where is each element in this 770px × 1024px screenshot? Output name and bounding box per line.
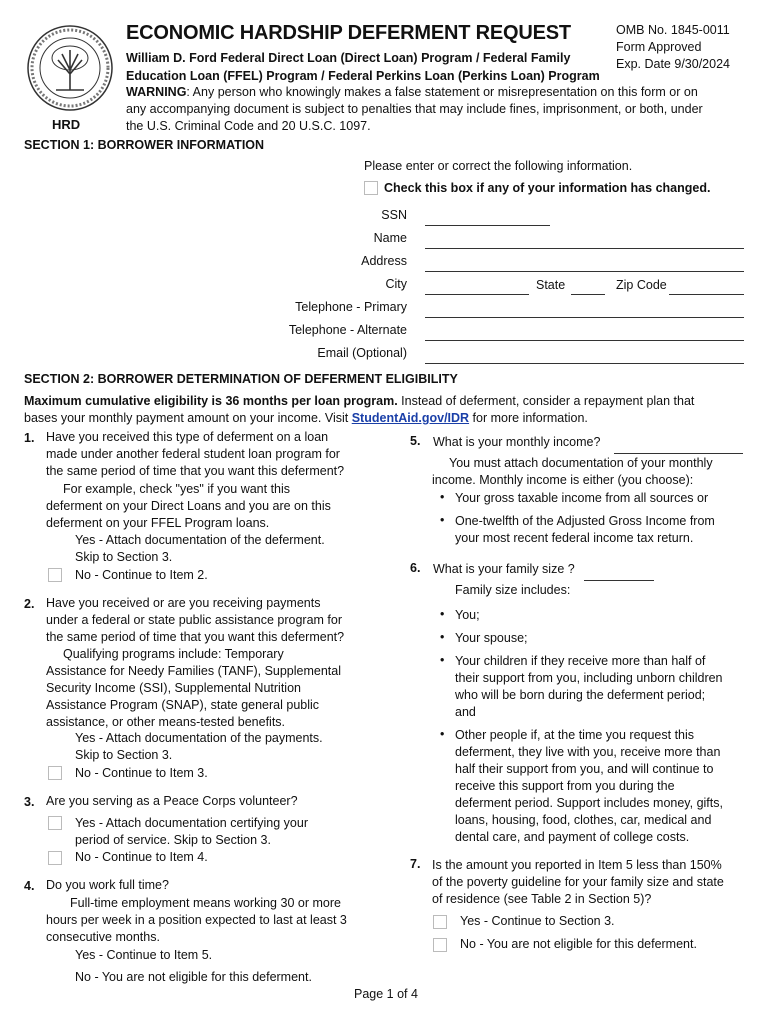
q2-line: Have you received or are you receiving payments: [46, 596, 321, 610]
q5-attach-line: income. Monthly income is either (you choose):: [432, 473, 694, 487]
q1-line: made under another federal student loan program for: [46, 447, 340, 461]
q6-b4-line: loans, housing, food, clothes, car, medical and: [455, 813, 712, 827]
family-size-field[interactable]: [584, 580, 654, 581]
q2-program-line: Security Income (SSI), Supplemental Nutrition: [46, 681, 301, 695]
q1-line: Have you received this type of deferment on a loan: [46, 430, 329, 444]
department-of-education-seal-icon: [26, 24, 114, 112]
section2-intro: [24, 393, 754, 427]
q5-question: What is your monthly income?: [433, 435, 601, 449]
phone-alternate-field[interactable]: [425, 340, 744, 341]
name-label: Name: [373, 231, 407, 245]
q3-yes-line: period of service. Skip to Section 3.: [75, 833, 271, 847]
warning-line-2: any accompanying document is subject to penalties that may include fines, imprisonment, or both, under: [126, 102, 703, 116]
q6-b3-line: Your children if they receive more than half of: [455, 654, 706, 668]
q4-no-label: No - You are not eligible for this deferment.: [75, 970, 312, 984]
q1-no-checkbox[interactable]: [48, 568, 62, 582]
warning-line-3: the U.S. Criminal Code and 20 U.S.C. 1097.: [126, 119, 371, 133]
q3-no-label: No - Continue to Item 4.: [75, 850, 208, 864]
exp-date: Exp. Date 9/30/2024: [616, 57, 730, 71]
q2-line: the same period of time that you want this deferment?: [46, 630, 345, 644]
q3-yes-checkbox[interactable]: [48, 816, 62, 830]
bullet-icon: •: [440, 607, 445, 621]
form-approved: Form Approved: [616, 40, 702, 54]
q5-b2-line: your most recent federal income tax return.: [455, 531, 694, 545]
address-field[interactable]: [425, 271, 744, 272]
zip-label: Zip Code: [616, 278, 667, 292]
q4-def-line: consecutive months.: [46, 930, 160, 944]
q2-program-line: Qualifying programs include: Temporary: [63, 647, 284, 661]
bullet-icon: •: [440, 727, 445, 741]
q7-no-checkbox[interactable]: [433, 938, 447, 952]
q5-bullet-2: [455, 513, 715, 547]
q6-bullet-3: [455, 653, 723, 721]
subtitle-line-1: William D. Ford Federal Direct Loan (Direct Loan) Program / Federal Family: [126, 51, 571, 65]
q1-yes-line: Skip to Section 3.: [75, 550, 173, 564]
q2-no-label: No - Continue to Item 3.: [75, 766, 208, 780]
q5-number: 5.: [410, 434, 421, 448]
ssn-field[interactable]: [425, 225, 550, 226]
idr-link[interactable]: StudentAid.gov/IDR: [351, 411, 470, 425]
bullet-icon: •: [440, 490, 445, 504]
q4-question: Do you work full time?: [46, 878, 169, 892]
subtitle-line-2: Education Loan (FFEL) Program / Federal Perkins Loan (Perkins Loan) Program: [126, 69, 600, 83]
q6-b3-line: and: [455, 705, 476, 719]
section1-heading: SECTION 1: BORROWER INFORMATION: [24, 138, 265, 152]
q4-definition: [46, 895, 347, 946]
q2-programs: [46, 646, 341, 731]
q2-line: under a federal or state public assistance program for: [46, 613, 342, 627]
q1-example: [46, 481, 331, 532]
q7-line: Is the amount you reported in Item 5 less than 150%: [432, 858, 722, 872]
q5-bullet-1: Your gross taxable income from all sources or: [455, 491, 709, 505]
q2-yes-option: [75, 730, 323, 764]
form-title: ECONOMIC HARDSHIP DEFERMENT REQUEST: [126, 22, 571, 44]
city-label: City: [385, 277, 407, 291]
q5-attach-line: You must attach documentation of your monthly: [449, 456, 713, 470]
zip-field[interactable]: [669, 294, 744, 295]
q1-example-line: For example, check "yes" if you want this: [63, 482, 291, 496]
intro-bold: Maximum cumulative eligibility is 36 months per loan program.: [24, 394, 398, 408]
q1-example-line: deferment on your FFEL Program loans.: [46, 516, 270, 530]
q2-program-line: assistance, or other means-tested benefits.: [46, 715, 286, 729]
bullet-icon: •: [440, 630, 445, 644]
q6-bullet-4: [455, 727, 723, 846]
q3-yes-option: [75, 815, 308, 849]
q4-number: 4.: [24, 879, 35, 893]
q7-question: [432, 857, 724, 908]
state-label: State: [536, 278, 566, 292]
q1-number: 1.: [24, 431, 35, 445]
q1-yes-line: Yes - Attach documentation of the deferment.: [75, 533, 325, 547]
q3-question: Are you serving as a Peace Corps volunteer?: [46, 794, 298, 808]
phone-alternate-label: Telephone - Alternate: [288, 323, 407, 337]
q6-b4-line: deferment, they live with you, receive more than: [455, 745, 721, 759]
q1-question: [46, 429, 344, 480]
state-field[interactable]: [571, 294, 605, 295]
page-number: Page 1 of 4: [354, 987, 418, 1001]
q4-yes-label: Yes - Continue to Item 5.: [75, 948, 213, 962]
q2-yes-line: Skip to Section 3.: [75, 748, 173, 762]
q2-number: 2.: [24, 597, 35, 611]
q2-yes-line: Yes - Attach documentation of the payments.: [75, 731, 323, 745]
q7-line: of the poverty guideline for your family size and state: [432, 875, 724, 889]
q7-yes-label: Yes - Continue to Section 3.: [460, 914, 615, 928]
warning-line-1: : Any person who knowingly makes a false statement or misrepresentation on this form or on: [186, 85, 698, 99]
ssn-label: SSN: [381, 208, 407, 222]
q6-b4-line: Other people if, at the time you request this: [455, 728, 695, 742]
q4-def-line: hours per week in a position expected to last at least 3: [46, 913, 347, 927]
name-field[interactable]: [425, 248, 744, 249]
q6-b4-line: deferment period. Support includes money, gifts,: [455, 796, 723, 810]
q3-no-checkbox[interactable]: [48, 851, 62, 865]
q6-number: 6.: [410, 561, 421, 575]
bullet-icon: •: [440, 513, 445, 527]
intro-line2-pre: bases your monthly payment amount on your income. Visit: [24, 411, 352, 425]
q2-program-line: Assistance Program (SNAP), state general public: [46, 698, 320, 712]
phone-primary-label: Telephone - Primary: [295, 300, 407, 314]
q2-program-line: Assistance for Needy Families (TANF), Supplemental: [46, 664, 342, 678]
info-changed-label: Check this box if any of your information has changed.: [384, 181, 711, 195]
phone-primary-field[interactable]: [425, 317, 744, 318]
q6-includes: Family size includes:: [455, 583, 571, 597]
q1-line: the same period of time that you want this deferment?: [46, 464, 345, 478]
intro-line2-post: for more information.: [469, 411, 588, 425]
q6-b4-line: half their support from you, and will continue to: [455, 762, 714, 776]
omb-block: [616, 22, 756, 73]
section1-instruction: Please enter or correct the following information.: [364, 159, 633, 173]
omb-number: OMB No. 1845-0011: [616, 23, 730, 37]
warning-text: [126, 84, 746, 135]
q4-def-line: Full-time employment means working 30 or more: [70, 896, 341, 910]
q6-b4-line: receive this support from you during the: [455, 779, 675, 793]
q7-line: of residence (see Table 2 in Section 5)?: [432, 892, 652, 906]
form-subtitle: [126, 49, 606, 85]
q1-yes-option: [75, 532, 325, 566]
q6-bullet-2: Your spouse;: [455, 631, 528, 645]
q1-no-label: No - Continue to Item 2.: [75, 568, 208, 582]
email-field[interactable]: [425, 363, 744, 364]
q5-b2-line: One-twelfth of the Adjusted Gross Income from: [455, 514, 715, 528]
q5-attach: [432, 455, 713, 489]
q6-b3-line: who will be born during the deferment period;: [455, 688, 706, 702]
city-field[interactable]: [425, 294, 529, 295]
info-changed-checkbox[interactable]: [364, 181, 378, 195]
q6-question: What is your family size ?: [433, 562, 575, 576]
q3-yes-line: Yes - Attach documentation certifying your: [75, 816, 309, 830]
q1-example-line: deferment on your Direct Loans and you are on this: [46, 499, 331, 513]
q7-yes-checkbox[interactable]: [433, 915, 447, 929]
warning-label: WARNING: [126, 85, 187, 99]
q7-number: 7.: [410, 857, 421, 871]
email-label: Email (Optional): [317, 346, 407, 360]
q2-no-checkbox[interactable]: [48, 766, 62, 780]
q6-b3-line: their support from you, including unborn children: [455, 671, 723, 685]
section2-heading: SECTION 2: BORROWER DETERMINATION OF DEFERMENT ELIGIBILITY: [24, 372, 458, 386]
hrd-label: HRD: [52, 117, 81, 132]
q2-question: [46, 595, 344, 646]
q6-bullet-1: You;: [455, 608, 480, 622]
q7-no-label: No - You are not eligible for this deferment.: [460, 937, 697, 951]
q3-number: 3.: [24, 795, 35, 809]
intro-rest: Instead of deferment, consider a repayment plan that: [397, 394, 695, 408]
q6-b4-line: dental care, and payment of college costs.: [455, 830, 690, 844]
address-label: Address: [361, 254, 407, 268]
monthly-income-field[interactable]: [614, 453, 743, 454]
bullet-icon: •: [440, 653, 445, 667]
